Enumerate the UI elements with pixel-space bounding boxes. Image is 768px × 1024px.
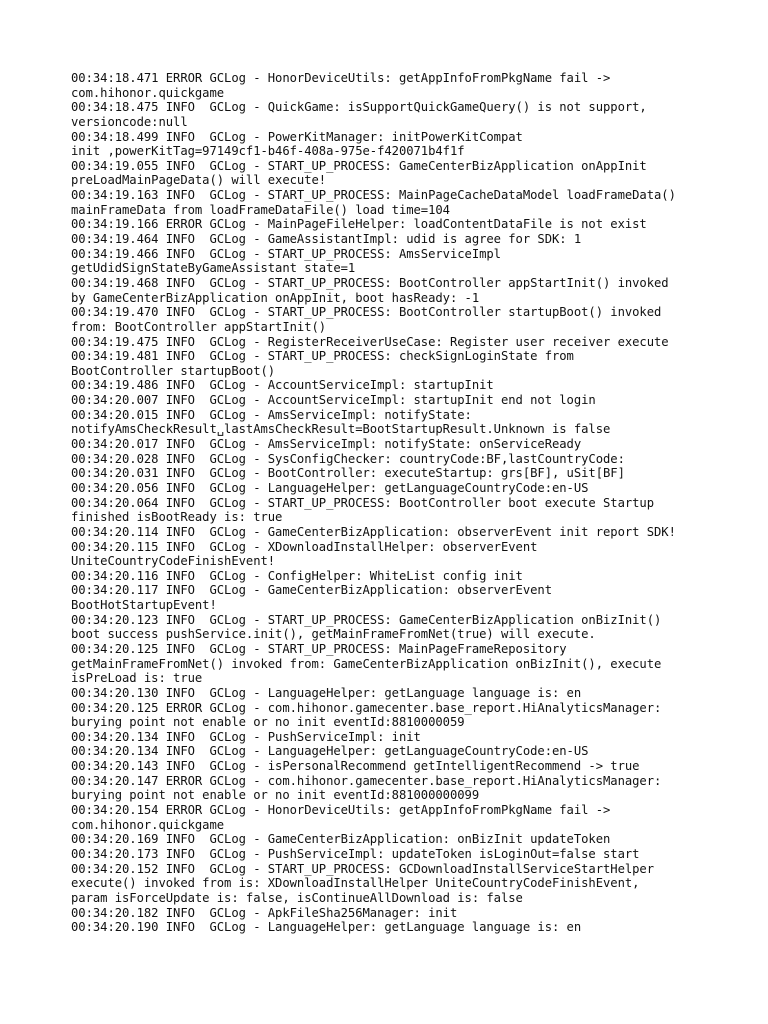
log-line: com.hihonor.quickgame	[71, 85, 225, 100]
log-line: init ,powerKitTag=97149cf1-b46f-408a-975e-f420071b4f1f	[71, 144, 465, 159]
log-line: 00:34:20.169 INFO GCLog - GameCenterBizApplication: onBizInit updateToken	[71, 832, 611, 847]
log-line: by GameCenterBizApplication onAppInit, boot hasReady: -1	[71, 290, 480, 305]
log-line: 00:34:20.190 INFO GCLog - LanguageHelper: getLanguage language is: en	[71, 920, 582, 935]
log-text-block	[71, 71, 711, 935]
log-line: param isForceUpdate is: false, isContinueAllDownload is: false	[71, 890, 523, 905]
log-line: finished isBootReady is: true	[71, 510, 283, 525]
log-line: 00:34:20.125 ERROR GCLog - com.hihonor.gamecenter.base_report.HiAnalyticsManager:	[71, 700, 662, 715]
log-line: 00:34:20.114 INFO GCLog - GameCenterBizApplication: observerEvent init report SDK!	[71, 524, 676, 539]
log-line: 00:34:19.475 INFO GCLog - RegisterReceiverUseCase: Register user receiver execute	[71, 334, 669, 349]
log-line: 00:34:20.117 INFO GCLog - GameCenterBizApplication: observerEvent	[71, 583, 552, 598]
log-line: 00:34:20.028 INFO GCLog - SysConfigChecker: countryCode:BF,lastCountryCode:	[71, 451, 625, 466]
log-line: 00:34:20.134 INFO GCLog - LanguageHelper: getLanguageCountryCode:en-US	[71, 744, 589, 759]
log-line: BootHotStartupEvent!	[71, 598, 217, 613]
log-line: 00:34:18.471 ERROR GCLog - HonorDeviceUtils: getAppInfoFromPkgName fail ->	[71, 71, 611, 85]
log-line: 00:34:18.499 INFO GCLog - PowerKitManager: initPowerKitCompat	[71, 129, 523, 144]
log-line: 00:34:19.466 INFO GCLog - START_UP_PROCESS: AmsServiceImpl	[71, 246, 501, 261]
log-line: 00:34:18.475 INFO GCLog - QuickGame: isSupportQuickGameQuery() is not support,	[71, 100, 647, 115]
log-line: from: BootController appStartInit()	[71, 319, 327, 334]
log-line: com.hihonor.quickgame	[71, 817, 225, 832]
log-line: notifyAmsCheckResult␣lastAmsCheckResult=BootStartupResult.Unknown is false	[71, 422, 611, 437]
log-line: 00:34:20.173 INFO GCLog - PushServiceImpl: updateToken isLoginOut=false start	[71, 846, 640, 861]
log-line: burying point not enable or no init eventId:881000000099	[71, 788, 480, 803]
log-line: 00:34:20.031 INFO GCLog - BootController: executeStartup: grs[BF], uSit[BF]	[71, 466, 625, 481]
log-line: isPreLoad is: true	[71, 671, 203, 686]
log-line: 00:34:20.182 INFO GCLog - ApkFileSha256Manager: init	[71, 905, 458, 920]
log-line: 00:34:19.166 ERROR GCLog - MainPageFileHelper: loadContentDataFile is not exist	[71, 217, 647, 232]
log-line: getMainFrameFromNet() invoked from: GameCenterBizApplication onBizInit(), execute	[71, 656, 662, 671]
log-line: 00:34:19.486 INFO GCLog - AccountServiceImpl: startupInit	[71, 378, 494, 393]
log-line: 00:34:20.115 INFO GCLog - XDownloadInstallHelper: observerEvent	[71, 539, 538, 554]
log-line: 00:34:19.470 INFO GCLog - START_UP_PROCESS: BootController startupBoot() invoked	[71, 305, 662, 320]
log-line: 00:34:19.464 INFO GCLog - GameAssistantImpl: udid is agree for SDK: 1	[71, 232, 582, 247]
log-line: 00:34:19.481 INFO GCLog - START_UP_PROCESS: checkSignLoginState from	[71, 349, 574, 364]
log-line: BootController startupBoot()	[71, 363, 276, 378]
log-line: execute() invoked from is: XDownloadInstallHelper UniteCountryCodeFinishEvent,	[71, 876, 640, 891]
log-line: 00:34:19.163 INFO GCLog - START_UP_PROCESS: MainPageCacheDataModel loadFrameData()	[71, 188, 676, 203]
log-line: 00:34:20.064 INFO GCLog - START_UP_PROCESS: BootController boot execute Startup	[71, 495, 655, 510]
log-line: 00:34:20.017 INFO GCLog - AmsServiceImpl: notifyState: onServiceReady	[71, 437, 582, 452]
log-line: 00:34:20.015 INFO GCLog - AmsServiceImpl: notifyState:	[71, 407, 472, 422]
log-line: 00:34:20.134 INFO GCLog - PushServiceImpl: init	[71, 729, 421, 744]
log-line: 00:34:19.468 INFO GCLog - START_UP_PROCESS: BootController appStartInit() invoked	[71, 275, 669, 290]
log-line: UniteCountryCodeFinishEvent!	[71, 554, 276, 569]
log-line: 00:34:20.125 INFO GCLog - START_UP_PROCESS: MainPageFrameRepository	[71, 641, 567, 656]
log-line: 00:34:20.116 INFO GCLog - ConfigHelper: WhiteList config init	[71, 568, 523, 583]
log-line: versioncode:null	[71, 114, 188, 129]
log-line: burying point not enable or no init eventId:8810000059	[71, 715, 465, 730]
log-line: boot success pushService.init(), getMainFrameFromNet(true) will execute.	[71, 627, 596, 642]
log-line: 00:34:20.147 ERROR GCLog - com.hihonor.gamecenter.base_report.HiAnalyticsManager:	[71, 773, 662, 788]
log-line: 00:34:19.055 INFO GCLog - START_UP_PROCESS: GameCenterBizApplication onAppInit	[71, 158, 647, 173]
log-line: 00:34:20.056 INFO GCLog - LanguageHelper: getLanguageCountryCode:en-US	[71, 480, 589, 495]
log-line: getUdidSignStateByGameAssistant state=1	[71, 261, 356, 276]
log-line: 00:34:20.152 INFO GCLog - START_UP_PROCESS: GCDownloadInstallServiceStartHelper	[71, 861, 655, 876]
log-line: 00:34:20.123 INFO GCLog - START_UP_PROCESS: GameCenterBizApplication onBizInit()	[71, 612, 662, 627]
log-line: preLoadMainPageData() will execute!	[71, 173, 327, 188]
log-line: 00:34:20.130 INFO GCLog - LanguageHelper: getLanguage language is: en	[71, 685, 582, 700]
log-line: 00:34:20.143 INFO GCLog - isPersonalRecommend getIntelligentRecommend -> true	[71, 759, 640, 774]
log-line: 00:34:20.007 INFO GCLog - AccountServiceImpl: startupInit end not login	[71, 393, 596, 408]
log-line: mainFrameData from loadFrameDataFile() load time=104	[71, 202, 450, 217]
log-line: 00:34:20.154 ERROR GCLog - HonorDeviceUtils: getAppInfoFromPkgName fail ->	[71, 803, 611, 818]
